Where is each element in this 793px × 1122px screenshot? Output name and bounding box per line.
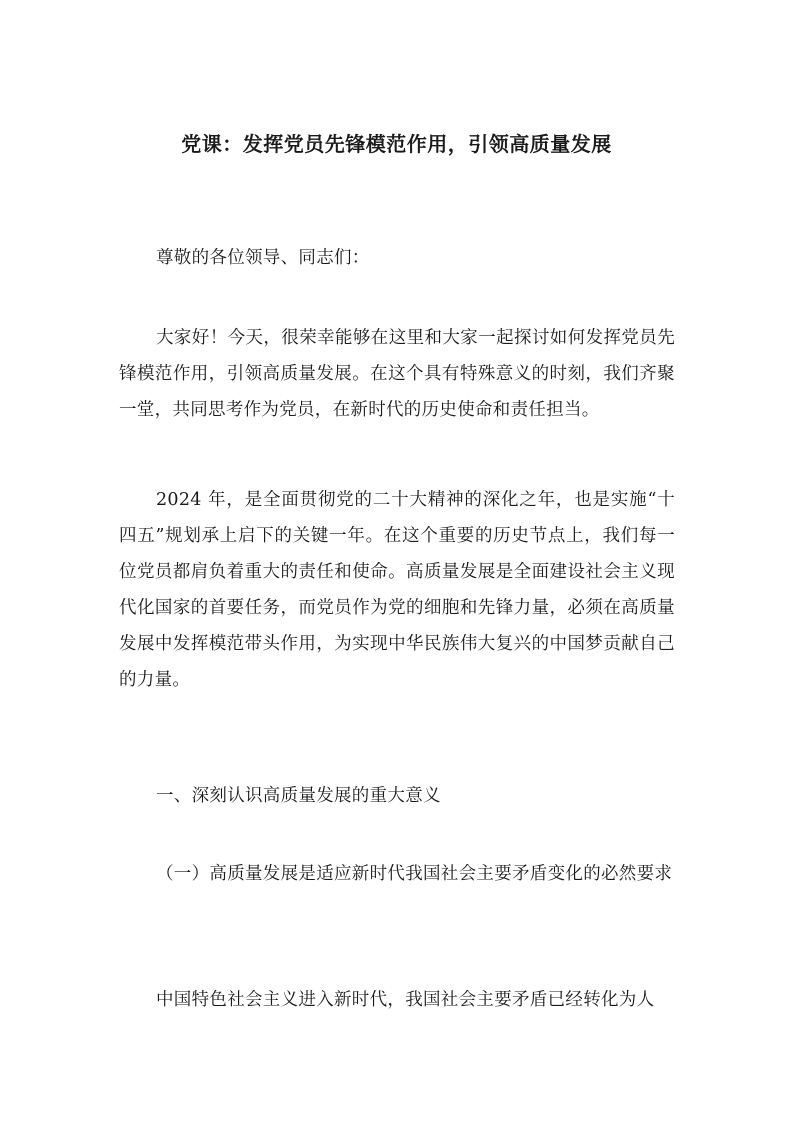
- body-paragraph: 中国特色社会主义进入新时代，我国社会主要矛盾已经转化为人: [156, 990, 655, 1010]
- greeting-paragraph: 尊敬的各位领导、同志们：: [156, 248, 370, 268]
- document-title: 党课：发挥党员先锋模范作用，引领高质量发展: [181, 132, 612, 156]
- intro-paragraph: 大家好！今天，很荣幸能够在这里和大家一起探讨如何发挥党员先锋模范作用，引领高质量发展。在这个具有特殊意义的时刻，我们齐聚一堂，共同思考作为党员，在新时代的历史使命和责任担当。: [119, 328, 675, 420]
- subsection-heading: （一）高质量发展是适应新时代我国社会主要矛盾变化的必然要求: [156, 864, 673, 884]
- context-paragraph: 2024 年，是全面贯彻党的二十大精神的深化之年，也是实施“十四五”规划承上启下的关键一年。在这个重要的历史节点上，我们每一位党员都肩负着重大的责任和使命。高质量发展是全面建设社会主义现代化国家的首要任务，而党员作为党的细胞和先锋力量，必须在高质量发展中发挥模范带头作用，为实现中华民族伟大复兴的中国梦贡献自己的力量。: [119, 490, 675, 690]
- section-heading: 一、深刻认识高质量发展的重大意义: [156, 786, 441, 806]
